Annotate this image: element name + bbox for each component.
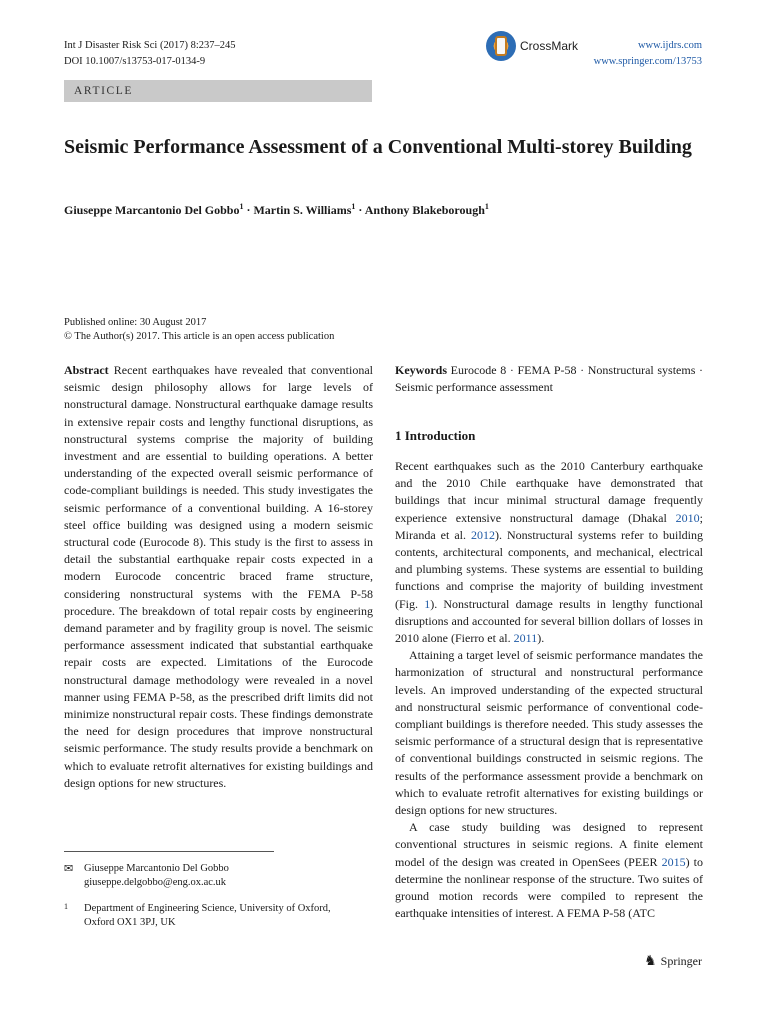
affiliation-mark: 1: [484, 202, 489, 211]
paragraph-text: Recent earthquakes such as the 2010 Canterbury earthquake and the 2010 Chile earthquake have demonstrated that buildings that incur minimal structural damage frequently experience extensive nonstructural damage (Dhakal: [395, 459, 703, 525]
corresponding-email[interactable]: giuseppe.delgobbo@eng.ox.ac.uk: [84, 877, 227, 888]
publisher-name: Springer: [660, 953, 702, 968]
abstract: [64, 362, 373, 792]
paragraph-text: ) to determine the nonlinear response of the structure. Two suites of ground motion records were compiled to represent the earthquake intensities of interest. A FEMA P-58 (ATC: [395, 854, 703, 921]
affiliation-mark: 1: [351, 202, 356, 211]
intro-body: [395, 458, 703, 922]
copyright-line: © The Author(s) 2017. This article is an open access publication: [64, 331, 335, 342]
corresponding-name: Giuseppe Marcantonio Del Gobbo: [84, 863, 229, 874]
citation-link[interactable]: 2015: [661, 854, 686, 869]
article-type-bar: [64, 80, 372, 102]
author-separator: ·: [355, 203, 365, 217]
author-name[interactable]: Giuseppe Marcantonio Del Gobbo: [64, 203, 240, 217]
envelope-icon: ✉: [64, 862, 74, 875]
crossmark-label: CrossMark: [520, 39, 579, 53]
section-heading-introduction: 1 Introduction: [395, 428, 476, 443]
crossmark-icon: [486, 31, 516, 61]
affiliation-number: 1: [64, 902, 68, 911]
citation-link[interactable]: 2011: [513, 631, 538, 646]
affiliation-line: Department of Engineering Science, University of Oxford,: [84, 903, 331, 914]
affiliation-line: Oxford OX1 3PJ, UK: [84, 917, 176, 928]
affiliation-mark: 1: [239, 202, 244, 211]
footnote-rule: [64, 851, 274, 852]
paragraph-text: ). Nonstructural damage results in lengthy functional disruptions and accounted for several billion dollars of losses in 2010 alone (Fierro et al.: [395, 596, 703, 646]
paper-title: Seismic Performance Assessment of a Conventional Multi-storey Building: [64, 136, 692, 158]
paragraph-text: ). Nonstructural systems refer to building contents, architectural components, and mechanical, electrical and plumbing systems. These systems are essential to building functions and comprise the majority of building investment (Fig.: [395, 527, 703, 611]
affiliation-footnote: [64, 900, 373, 928]
abstract-text: Recent earthquakes have revealed that conventional seismic design philosophy allows for large levels of nonstructural damage. Nonstructural earthquake damage results in extensive repair costs and lengthy functional disruptions, as nonstructural systems comprise the majority of building investment and are essential to building operations. A better understanding of the expected overall seismic performance of code-compliant buildings is needed. This study investigates the seismic performance of a conventional building. A 16-storey steel office building was designed using a modern seismic structural code (Eurocode 8). This study is the first to assess in detail the substantial earthquake repair costs expected in a modern Eurocode concentric braced frame structure, considering nonstructural systems with the FEMA P-58 procedure. The breakdown of total repair costs by engineering demand parameter and by fragility group is novel. The seismic performance assessment indicated that substantial earthquake repair costs are expected. Limitations of the Eurocode nonstructural damage methodology were revealed in a novel manner using FEMA P-58, as the prescribed drift limits did not minimize nonstructural repair costs. These findings demonstrate the need for design procedures that improve nonstructural seismic performance. The study results provide a benchmark on which to evaluate retrofit alternatives for existing buildings and design options for new structures.: [64, 363, 373, 790]
publisher-mark: [644, 953, 702, 969]
paragraph-text: ).: [537, 631, 545, 646]
paragraph-text: A case study building was designed to represent conventional structures in seismic regions. A finite element model of the design was created in OpenSees (PEER: [395, 820, 703, 869]
journal-site-link[interactable]: www.ijdrs.com: [637, 40, 702, 51]
corresponding-author: [64, 862, 373, 888]
author-separator: ·: [243, 203, 254, 217]
keywords: [395, 362, 703, 396]
crossmark-badge[interactable]: [486, 31, 578, 61]
keywords-text: Eurocode 8 · FEMA P-58 · Nonstructural systems · Seismic performance assessment: [395, 363, 703, 395]
published-date: Published online: 30 August 2017: [64, 317, 207, 328]
intro-paragraph: [395, 819, 703, 922]
springer-site-link[interactable]: www.springer.com/13753: [593, 56, 702, 67]
author-name[interactable]: Anthony Blakeborough: [364, 203, 485, 217]
figure-link[interactable]: 1: [424, 596, 431, 611]
doi: DOI 10.1007/s13753-017-0134-9: [64, 56, 206, 67]
abstract-label: Abstract: [64, 363, 109, 377]
author-name[interactable]: Martin S. Williams: [253, 203, 352, 217]
citation-link[interactable]: 2010: [675, 510, 700, 525]
springer-horse-icon: ♞: [644, 953, 657, 969]
keywords-label: Keywords: [395, 363, 447, 377]
article-type-label: ARTICLE: [74, 85, 134, 97]
paragraph-text: ; Miranda et al.: [395, 510, 703, 542]
intro-paragraph: Attaining a target level of seismic performance mandates the harmonization of structural and nonstructural performance levels. An improved understanding of the expected structural and nonstructural seismic performance of conventional code-compliant buildings is therefore needed. This study assesses the seismic performance of a structural design that is representative of conventional buildings constructed in seismic regions. The results of the performance assessment provide a benchmark on which to evaluate retrofit alternatives for existing buildings or design options for new structures.: [395, 648, 703, 818]
journal-citation: Int J Disaster Risk Sci (2017) 8:237–245: [64, 40, 236, 51]
intro-paragraph: [395, 458, 703, 647]
author-list: [64, 202, 704, 218]
citation-link[interactable]: 2012: [471, 527, 495, 542]
